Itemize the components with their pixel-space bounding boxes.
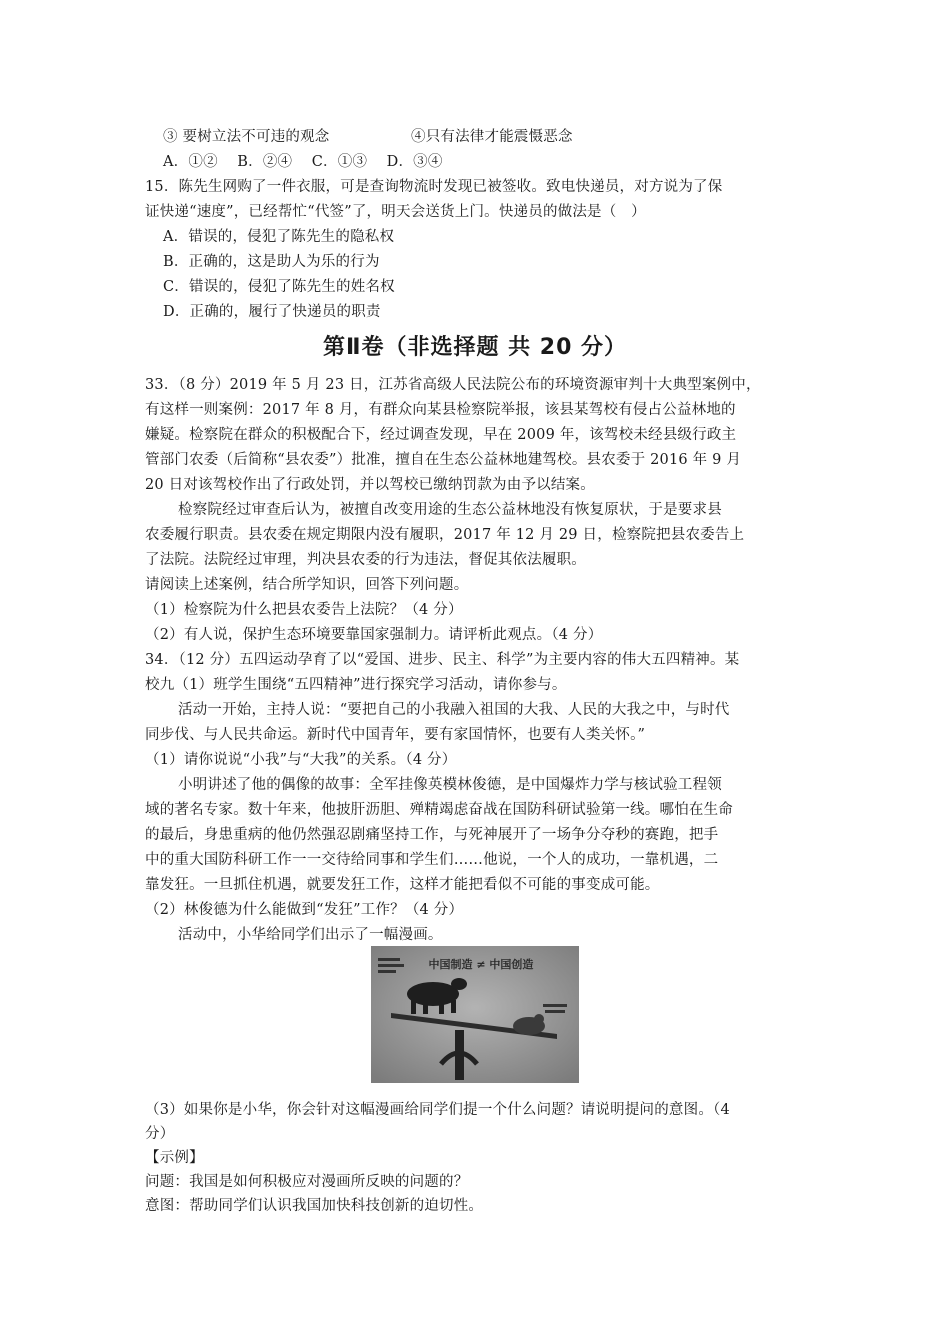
q34-para2-line-1: 活动一开始，主持人说：“要把自己的小我融入祖国的大我、人民的大我之中，与时代	[178, 702, 730, 718]
example-question: 问题：我国是如何积极应对漫画所反映的问题的？	[145, 1174, 469, 1190]
q15-option-c: C．错误的，侵犯了陈先生的姓名权	[163, 279, 395, 295]
q34-subquestion-1: （1）请你说说“小我”与“大我”的关系。（4 分）	[145, 752, 457, 768]
q34-para2-line-2: 同步伐、与人民共命运。新时代中国青年，要有家国情怀，也要有人类关怀。”	[145, 727, 646, 743]
q34-para3-line-4: 中的重大国防科研工作一一交待给同事和学生们……他说，一个人的成功，一靠机遇，二	[145, 852, 719, 868]
q34-para3-line-3: 的最后，身患重病的他仍然强忍剧痛坚持工作，与死神展开了一场争分夺秒的赛跑，把手	[145, 827, 719, 843]
q34-para3-line-2: 域的著名专家。数十年来，他披肝沥胆、殚精竭虑奋战在国防科研试验第一线。哪怕在生命	[145, 802, 733, 818]
q33-para1-line-5: 20 日对该驾校作出了行政处罚，并以驾校已缴纳罚款为由予以结案。	[145, 477, 595, 493]
q14-option-3: ③ 要树立法不可违的观念	[163, 129, 330, 145]
q34-para3-line-1: 小明讲述了他的偶像的故事：全军挂像英模林俊德，是中国爆炸力学与核试验工程领	[178, 777, 722, 793]
q34-subquestion-3-line-1: （3）如果你是小华，你会针对这幅漫画给同学们提一个什么问题？请说明提问的意图。（4	[145, 1102, 730, 1118]
q34-para1-line-1: 34．（12 分）五四运动孕育了以“爱国、进步、民主、科学”为主要内容的伟大五四精神。某	[145, 652, 740, 668]
q15-stem-line-2: 证快递“速度”，已经帮忙“代签”了，明天会送货上门。快递员的做法是（ ）	[145, 204, 646, 220]
q15-option-b: B．正确的，这是助人为乐的行为	[163, 254, 380, 270]
q34-para1-line-2: 校九（1）班学生围绕“五四精神”进行探究学习活动，请你参与。	[145, 677, 567, 693]
q14-option-4: ④只有法律才能震慑恶念	[411, 129, 573, 145]
seesaw-cartoon-image	[371, 946, 579, 1083]
q33-para2-line-1: 检察院经过审查后认为，被擅自改变用途的生态公益林地没有恢复原状，于是要求县	[178, 502, 722, 518]
q33-para2-line-3: 了法院。法院经过审理，判决县农委的行为违法，督促其依法履职。	[145, 552, 586, 568]
q33-para1-line-3: 嫌疑。检察院在群众的积极配合下，经过调查发现，早在 2009 年，该驾校未经县级行政主	[145, 427, 737, 443]
q33-para2-line-2: 农委履行职责。县农委在规定期限内没有履职，2017 年 12 月 29 日，检察院把县农委告上	[145, 527, 745, 543]
q34-subquestion-3-line-2: 分）	[145, 1126, 175, 1142]
q15-option-a: A．错误的，侵犯了陈先生的隐私权	[163, 229, 395, 245]
q33-para1-line-4: 管部门农委（后简称“县农委”）批准，擅自在生态公益林地建驾校。县农委于 2016 年 9 月	[145, 452, 742, 468]
section-title: 第Ⅱ卷（非选择题 共 20 分）	[322, 335, 628, 360]
q33-prompt: 请阅读上述案例，结合所学知识，回答下列问题。	[145, 577, 469, 593]
cartoon-caption: 中国制造 ≠ 中国创造	[428, 958, 534, 971]
example-intent: 意图：帮助同学们认识我国加快科技创新的迫切性。	[145, 1198, 484, 1214]
q33-para1-line-1: 33．（8 分）2019 年 5 月 23 日，江苏省高级人民法院公布的环境资源审判十大典型案例中，	[145, 377, 761, 393]
q33-para1-line-2: 有这样一则案例：2017 年 8 月，有群众向某县检察院举报，该县某驾校有侵占公益林地的	[145, 402, 736, 418]
q15-option-d: D．正确的，履行了快递员的职责	[163, 304, 381, 320]
q34-para4: 活动中，小华给同学们出示了一幅漫画。	[178, 927, 443, 943]
q33-subquestion-1: （1）检察院为什么把县农委告上法院？（4 分）	[145, 602, 463, 618]
q34-para3-line-5: 靠发狂。一旦抓住机遇，就要发狂工作，这样才能把看似不可能的事变成可能。	[145, 877, 660, 893]
q34-subquestion-2: （2）林俊德为什么能做到“发狂”工作？（4 分）	[145, 902, 464, 918]
q15-stem-line-1: 15．陈先生网购了一件衣服，可是查询物流时发现已被签收。致电快递员，对方说为了保	[145, 179, 723, 195]
q33-subquestion-2: （2）有人说，保护生态环境要靠国家强制力。请评析此观点。（4 分）	[145, 627, 603, 643]
example-label: 【示例】	[145, 1150, 204, 1166]
cartoon-illustration	[371, 946, 579, 1083]
q14-choices: A．①② B．②④ C．①③ D．③④	[163, 154, 443, 170]
